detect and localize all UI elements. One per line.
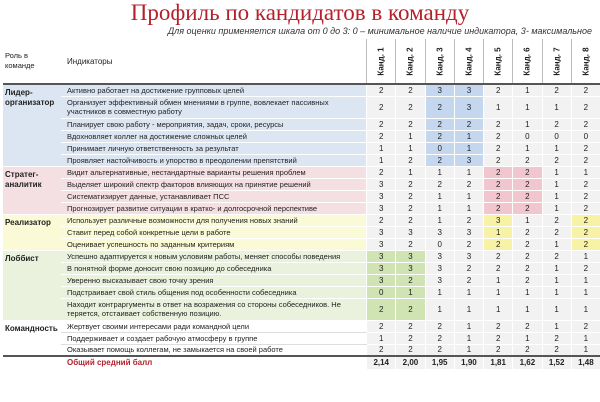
candidate-header: Канд. 5 [484, 39, 513, 84]
score-cell: 2 [396, 344, 425, 356]
indicator-cell: Подстраивает свой стиль общения под особенности собеседника [61, 286, 367, 298]
total-score-cell: 1,62 [513, 356, 542, 369]
score-cell: 3 [367, 274, 396, 286]
score-cell: 1 [542, 142, 571, 154]
score-cell: 2 [542, 250, 571, 262]
score-cell: 3 [484, 214, 513, 226]
table-row [3, 320, 600, 332]
table-row [3, 332, 600, 344]
score-cell: 1 [484, 298, 513, 320]
candidate-header: Канд. 7 [542, 39, 571, 84]
indicator-cell: Видит альтернативные, нестандартные варианты решения проблем [61, 166, 367, 178]
score-cell: 2 [571, 214, 600, 226]
table-row [3, 298, 600, 320]
score-cell: 0 [367, 286, 396, 298]
indicator-cell: Оказывает помощь коллегам, не замыкается на своей работе [61, 344, 367, 356]
score-cell: 2 [425, 130, 454, 142]
score-cell: 2 [425, 96, 454, 118]
indicator-cell: Выделяет широкий спектр факторов влияющих на принятие решений [61, 178, 367, 190]
score-cell: 1 [542, 178, 571, 190]
score-cell: 3 [396, 226, 425, 238]
score-cell: 1 [513, 298, 542, 320]
score-cell: 2 [571, 262, 600, 274]
score-cell: 3 [396, 250, 425, 262]
indicator-cell: Систематизирует данные, устанавливает ПСС [61, 190, 367, 202]
total-row [3, 356, 600, 369]
score-cell: 1 [396, 130, 425, 142]
total-score-cell: 1,52 [542, 356, 571, 369]
score-cell: 3 [367, 178, 396, 190]
table-row [3, 130, 600, 142]
score-cell: 2 [542, 344, 571, 356]
candidate-header: Канд. 4 [454, 39, 483, 84]
score-cell: 2 [396, 154, 425, 166]
total-role-cell [3, 356, 61, 369]
candidate-header: Канд. 3 [425, 39, 454, 84]
role-cell: Стратег-аналитик [3, 166, 61, 214]
score-cell: 2 [571, 96, 600, 118]
score-cell: 2 [571, 202, 600, 214]
score-cell: 1 [454, 286, 483, 298]
score-cell: 2 [396, 202, 425, 214]
score-cell: 2 [571, 190, 600, 202]
score-cell: 1 [513, 96, 542, 118]
score-cell: 1 [571, 332, 600, 344]
indicator-cell: Поддерживает и создает рабочую атмосферу в группе [61, 332, 367, 344]
score-cell: 1 [367, 154, 396, 166]
total-score-cell: 1,81 [484, 356, 513, 369]
table-row [3, 166, 600, 178]
table-row [3, 142, 600, 154]
score-cell: 2 [367, 130, 396, 142]
score-cell: 2 [484, 142, 513, 154]
score-cell: 3 [367, 238, 396, 250]
score-cell: 1 [396, 166, 425, 178]
score-cell: 1 [396, 286, 425, 298]
score-cell: 2 [425, 178, 454, 190]
indicator-cell: В понятной форме доносит свою позицию до собеседника [61, 262, 367, 274]
score-cell: 2 [571, 118, 600, 130]
role-header: Роль в команде [3, 39, 61, 84]
score-cell: 2 [542, 154, 571, 166]
score-cell: 3 [454, 84, 483, 96]
score-cell: 1 [542, 286, 571, 298]
score-cell: 2 [513, 226, 542, 238]
score-cell: 2 [396, 118, 425, 130]
score-cell: 1 [571, 286, 600, 298]
score-cell: 3 [425, 84, 454, 96]
indicators-header: Индикаторы [61, 39, 367, 84]
table-row [3, 84, 600, 96]
score-cell: 2 [367, 320, 396, 332]
score-cell: 0 [425, 238, 454, 250]
score-cell: 2 [484, 250, 513, 262]
score-cell: 1 [513, 118, 542, 130]
score-cell: 3 [367, 190, 396, 202]
indicator-cell: Ставит перед собой конкретные цели в работе [61, 226, 367, 238]
table-row [3, 178, 600, 190]
table-row [3, 154, 600, 166]
indicator-cell: Планирует свою работу - мероприятия, задач, сроки, ресурсы [61, 118, 367, 130]
score-cell: 3 [425, 226, 454, 238]
candidate-header: Канд. 1 [367, 39, 396, 84]
role-cell: Лоббист [3, 250, 61, 320]
score-cell: 1 [571, 344, 600, 356]
score-cell: 2 [396, 238, 425, 250]
score-cell: 2 [396, 214, 425, 226]
indicator-cell: Принимает личную ответственность за результат [61, 142, 367, 154]
score-cell: 1 [454, 298, 483, 320]
score-cell: 2 [484, 118, 513, 130]
score-cell: 2 [513, 190, 542, 202]
table-row [3, 202, 600, 214]
score-cell: 2 [367, 298, 396, 320]
score-cell: 2 [571, 320, 600, 332]
score-cell: 2 [484, 238, 513, 250]
score-cell: 3 [367, 226, 396, 238]
score-cell: 1 [425, 298, 454, 320]
score-cell: 2 [425, 344, 454, 356]
scale-note: Для оценки применяется шкала от 0 до 3: 0 – минимальное наличие индикатора, 3- максимальное [167, 26, 592, 36]
score-cell: 2 [484, 332, 513, 344]
score-cell: 2 [396, 190, 425, 202]
score-cell: 1 [367, 142, 396, 154]
score-cell: 3 [425, 250, 454, 262]
score-cell: 2 [484, 320, 513, 332]
total-label: Общий средний балл [61, 356, 367, 369]
table-row [3, 286, 600, 298]
table-row [3, 262, 600, 274]
score-cell: 2 [396, 320, 425, 332]
score-cell: 1 [454, 130, 483, 142]
score-cell: 1 [571, 274, 600, 286]
score-cell: 1 [454, 142, 483, 154]
total-score-cell: 2,00 [396, 356, 425, 369]
score-cell: 2 [425, 154, 454, 166]
score-cell: 0 [542, 130, 571, 142]
score-cell: 2 [542, 214, 571, 226]
indicator-cell: Находит контраргументы в ответ на возражения со стороны собеседников. Не теряется, отстаивает собственную позицию. [61, 298, 367, 320]
score-cell: 2 [542, 118, 571, 130]
score-cell: 2 [571, 226, 600, 238]
score-cell: 3 [425, 262, 454, 274]
indicator-cell: Уверенно высказывает свою точку зрения [61, 274, 367, 286]
indicator-cell: Успешно адаптируется к новым условиям работы, меняет способы поведения [61, 250, 367, 262]
score-cell: 1 [513, 214, 542, 226]
score-cell: 2 [396, 274, 425, 286]
score-cell: 3 [425, 274, 454, 286]
score-cell: 3 [454, 96, 483, 118]
score-cell: 2 [513, 344, 542, 356]
score-cell: 2 [571, 178, 600, 190]
score-cell: 3 [396, 262, 425, 274]
score-cell: 1 [454, 166, 483, 178]
score-cell: 2 [513, 250, 542, 262]
score-cell: 2 [367, 344, 396, 356]
score-cell: 1 [513, 84, 542, 96]
score-cell: 2 [484, 190, 513, 202]
score-cell: 2 [454, 118, 483, 130]
score-cell: 1 [513, 332, 542, 344]
indicator-cell: Жертвует своими интересами ради командной цели [61, 320, 367, 332]
page-title: Профиль по кандидатов в команду [130, 0, 470, 25]
score-cell: 1 [454, 190, 483, 202]
table-row [3, 226, 600, 238]
table-row [3, 250, 600, 262]
role-cell: Командность [3, 320, 61, 356]
score-cell: 1 [425, 166, 454, 178]
table-body [3, 84, 600, 369]
score-cell: 1 [571, 298, 600, 320]
score-cell: 2 [513, 320, 542, 332]
indicator-cell: Организует эффективный обмен мнениями в группе, вовлекает пассивных участников в совместную работу [61, 96, 367, 118]
score-cell: 2 [571, 154, 600, 166]
score-cell: 2 [425, 332, 454, 344]
table-row [3, 238, 600, 250]
score-cell: 3 [367, 262, 396, 274]
score-cell: 3 [454, 154, 483, 166]
score-cell: 1 [425, 214, 454, 226]
score-cell: 2 [454, 274, 483, 286]
role-cell: Реализатор [3, 214, 61, 250]
score-cell: 2 [513, 238, 542, 250]
total-score-cell: 2,14 [367, 356, 396, 369]
score-cell: 2 [396, 178, 425, 190]
score-cell: 1 [542, 298, 571, 320]
score-cell: 1 [396, 142, 425, 154]
score-cell: 1 [542, 190, 571, 202]
score-cell: 2 [367, 166, 396, 178]
total-score-cell: 1,90 [454, 356, 483, 369]
score-cell: 2 [454, 238, 483, 250]
table-row [3, 96, 600, 118]
score-cell: 1 [484, 286, 513, 298]
table-row [3, 190, 600, 202]
score-cell: 2 [542, 84, 571, 96]
indicator-cell: Использует различные возможности для получения новых знаний [61, 214, 367, 226]
candidate-header: Канд. 6 [513, 39, 542, 84]
score-cell: 2 [367, 84, 396, 96]
score-cell: 3 [367, 202, 396, 214]
indicator-cell: Прогнозирует развитие ситуации в кратко- и долгосрочной перспективе [61, 202, 367, 214]
score-cell: 2 [484, 202, 513, 214]
score-cell: 0 [425, 142, 454, 154]
score-cell: 1 [542, 202, 571, 214]
score-cell: 1 [454, 202, 483, 214]
score-cell: 2 [542, 226, 571, 238]
indicator-cell: Активно работает на достижение групповых целей [61, 84, 367, 96]
score-cell: 2 [513, 178, 542, 190]
score-cell: 1 [542, 238, 571, 250]
score-cell: 2 [571, 238, 600, 250]
score-cell: 1 [454, 320, 483, 332]
candidate-header: Канд. 2 [396, 39, 425, 84]
score-cell: 1 [484, 226, 513, 238]
score-cell: 2 [367, 214, 396, 226]
score-cell: 3 [454, 250, 483, 262]
score-cell: 2 [513, 202, 542, 214]
score-cell: 0 [513, 130, 542, 142]
score-cell: 1 [425, 202, 454, 214]
score-cell: 2 [425, 320, 454, 332]
score-cell: 2 [396, 84, 425, 96]
score-cell: 2 [425, 118, 454, 130]
score-cell: 1 [542, 166, 571, 178]
score-cell: 2 [454, 214, 483, 226]
score-cell: 2 [484, 344, 513, 356]
score-cell: 2 [454, 262, 483, 274]
score-cell: 1 [542, 320, 571, 332]
score-cell: 2 [454, 178, 483, 190]
score-cell: 1 [484, 274, 513, 286]
score-cell: 1 [571, 166, 600, 178]
score-cell: 1 [542, 274, 571, 286]
role-cell: Лидер-организатор [3, 84, 61, 166]
score-cell: 0 [571, 130, 600, 142]
candidates-table [3, 39, 600, 370]
score-cell: 2 [367, 96, 396, 118]
score-cell: 1 [513, 142, 542, 154]
total-score-cell: 1,95 [425, 356, 454, 369]
score-cell: 2 [367, 118, 396, 130]
score-cell: 1 [484, 96, 513, 118]
score-cell: 2 [396, 96, 425, 118]
score-cell: 1 [571, 250, 600, 262]
score-cell: 3 [454, 226, 483, 238]
score-cell: 1 [454, 344, 483, 356]
score-cell: 2 [484, 166, 513, 178]
score-cell: 2 [396, 332, 425, 344]
score-cell: 2 [513, 262, 542, 274]
table-row [3, 214, 600, 226]
score-cell: 2 [484, 178, 513, 190]
score-cell: 2 [484, 262, 513, 274]
score-cell: 2 [484, 130, 513, 142]
score-cell: 3 [367, 250, 396, 262]
score-cell: 2 [396, 298, 425, 320]
score-cell: 2 [571, 84, 600, 96]
score-cell: 1 [513, 286, 542, 298]
table-row [3, 344, 600, 356]
score-cell: 1 [454, 332, 483, 344]
score-cell: 1 [425, 190, 454, 202]
header-row [3, 39, 600, 84]
candidate-header: Канд. 8 [571, 39, 600, 84]
score-cell: 1 [367, 332, 396, 344]
score-cell: 2 [542, 332, 571, 344]
score-cell: 2 [513, 154, 542, 166]
score-cell: 2 [571, 142, 600, 154]
table-row [3, 118, 600, 130]
score-cell: 2 [513, 274, 542, 286]
score-cell: 2 [484, 84, 513, 96]
score-cell: 1 [542, 262, 571, 274]
indicator-cell: Вдохновляет коллег на достижение сложных целей [61, 130, 367, 142]
table-row [3, 274, 600, 286]
score-cell: 1 [542, 96, 571, 118]
indicator-cell: Проявляет настойчивость и упорство в преодолении препятствий [61, 154, 367, 166]
score-cell: 2 [484, 154, 513, 166]
score-cell: 2 [513, 166, 542, 178]
score-cell: 1 [425, 286, 454, 298]
total-score-cell: 1,48 [571, 356, 600, 369]
indicator-cell: Оценивает успешность по заданным критериям [61, 238, 367, 250]
